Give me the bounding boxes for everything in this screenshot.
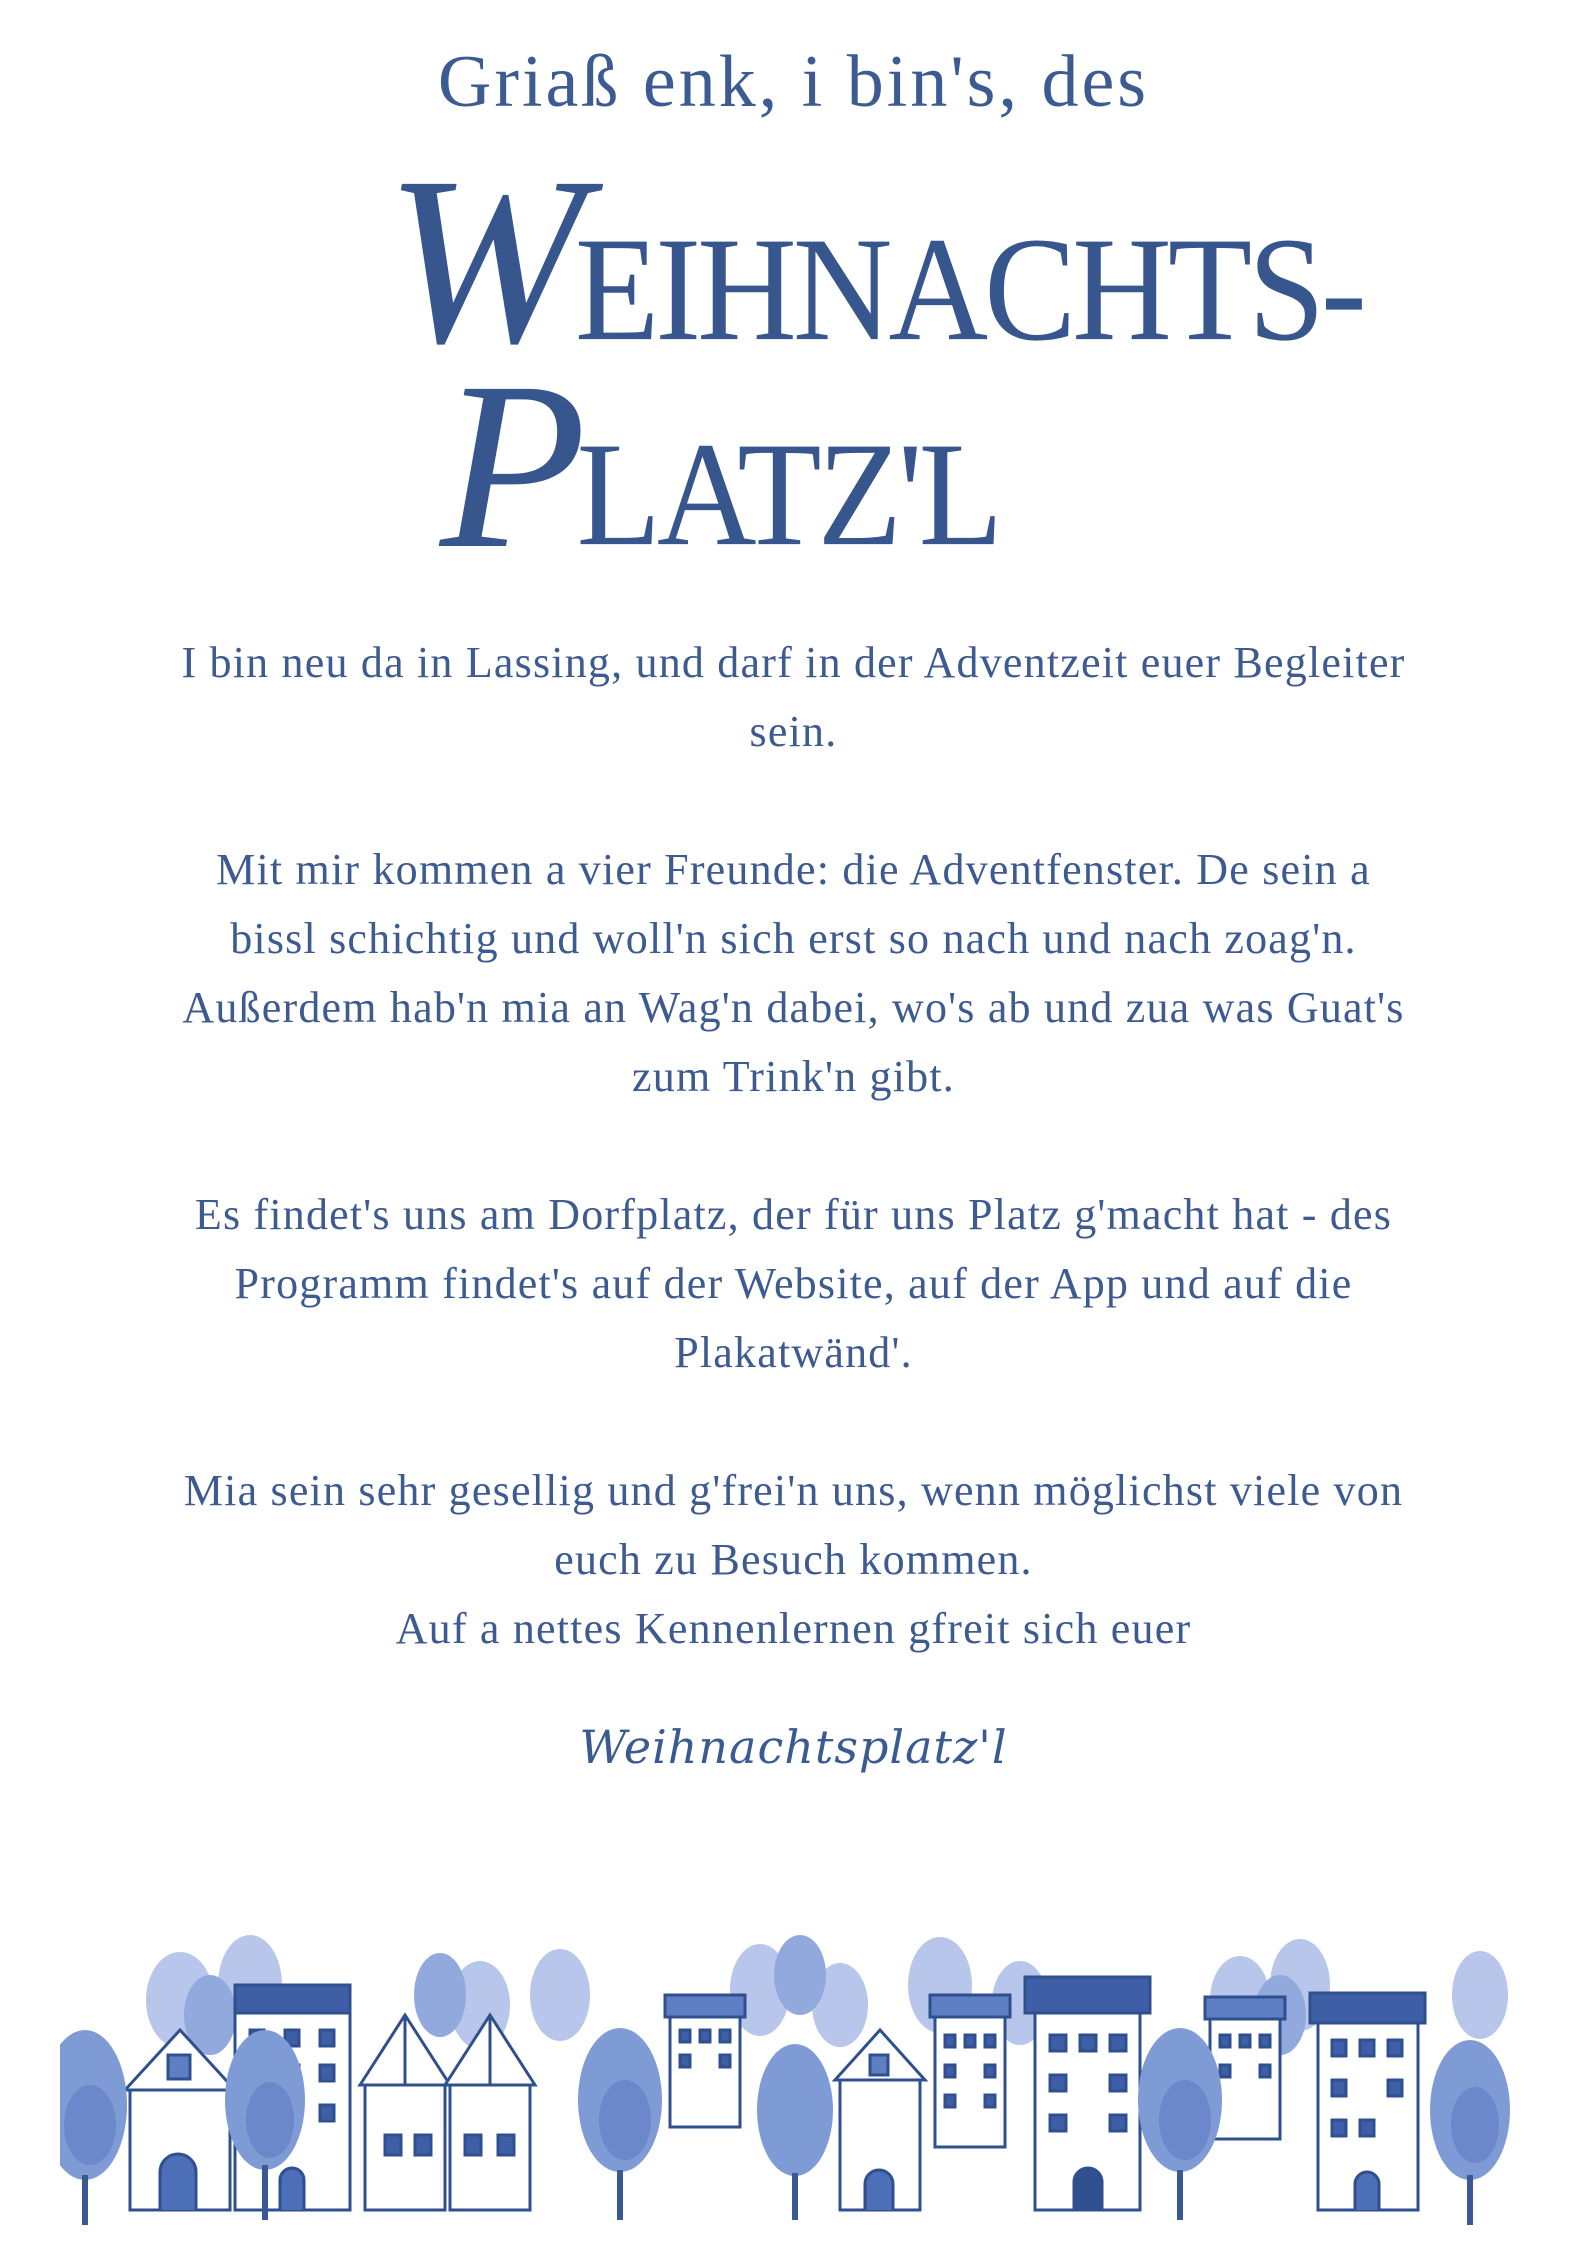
title-platzl: [440, 332, 1000, 598]
title-initial-w: W: [385, 127, 575, 393]
paragraph-closing: [40, 1456, 1547, 1663]
text-line: Programm findet's auf der Website, auf der App und auf die: [234, 1259, 1353, 1308]
text-line: Es findet's uns am Dorfplatz, der für uns Platz g'macht hat - des: [194, 1190, 1393, 1239]
text-line: I bin neu da in Lassing, und darf in der Adventzeit euer Begleiter: [181, 638, 1406, 687]
paragraph-location: [40, 1180, 1547, 1387]
village-illustration: [60, 1935, 1527, 2225]
text-line: Mia sein sehr gesellig und g'frei'n uns, wenn möglichst viele von: [183, 1466, 1404, 1515]
text-line: Mit mir kommen a vier Freunde: die Adventfenster. De sein a: [216, 845, 1371, 894]
title-rest-1: EIHNACHTS-: [574, 206, 1363, 372]
text-line: sein.: [749, 707, 838, 756]
signature: Weihnachtsplatz'l: [579, 1720, 1008, 1774]
paragraph-intro: [40, 628, 1547, 766]
text-line: Außerdem hab'n mia an Wag'n dabei, wo's ab und zua was Guat's: [182, 983, 1405, 1032]
text-line: Plakatwänd'.: [674, 1328, 913, 1377]
title-initial-p: P: [440, 332, 577, 598]
title-rest-2: LATZ'L: [576, 411, 1000, 577]
greeting-line: Griaß enk, i bin's, des: [437, 41, 1150, 123]
text-line: zum Trink'n gibt.: [632, 1052, 955, 1101]
text-line: euch zu Besuch kommen.: [554, 1535, 1033, 1584]
paragraph-friends: [40, 835, 1547, 1111]
body-text: [40, 628, 1547, 1663]
text-line: Auf a nettes Kennenlernen gfreit sich euer: [395, 1604, 1192, 1653]
text-line: bissl schichtig und woll'n sich erst so nach und nach zoag'n.: [230, 914, 1357, 963]
